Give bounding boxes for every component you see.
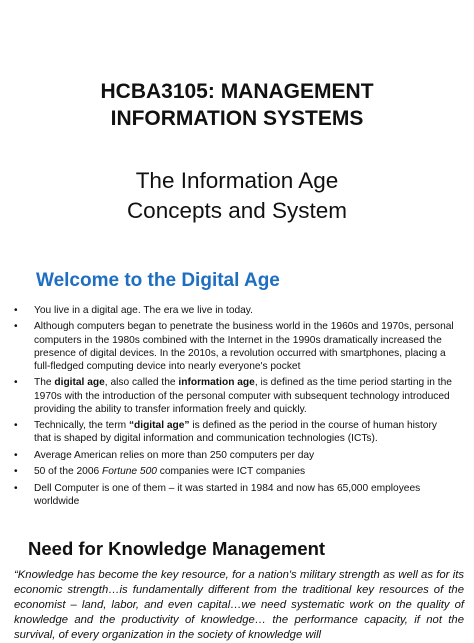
bullet-item	[14, 320, 454, 373]
bullet-dot-icon: •	[14, 377, 18, 389]
bullet-text: Dell Computer is one of them – it was started in 1984 and now has 65,000 employees worldwide	[34, 482, 421, 507]
bullet-item	[14, 482, 454, 508]
bullet-list	[14, 304, 454, 511]
title-slide	[0, 0, 474, 258]
bullet-item	[14, 304, 454, 317]
bullet-text: , also called the	[104, 377, 179, 389]
bold-text: information age	[178, 377, 255, 389]
knowledge-management-title: Need for Knowledge Management	[28, 538, 326, 559]
bullet-text: The	[34, 377, 55, 389]
italic-text: Fortune 500	[101, 466, 157, 478]
bullet-dot-icon: •	[14, 305, 18, 316]
digital-age-slide	[0, 258, 474, 528]
bullet-dot-icon: •	[14, 420, 18, 432]
bullet-text: You live in a digital age. The era we live in today.	[34, 305, 253, 316]
course-subtitle	[0, 166, 474, 226]
bullet-text: Average American relies on more than 250 computers per day	[34, 449, 315, 461]
knowledge-quote: “Knowledge has become the key resource, for a nation's military strength as well as for its economic strength…is fundamentally different from the traditional key resources of the economist – land, labor, and even capital…we need systematic work on the quality of knowledge and the productivity of knowledge… the performance capacity, if not the survival, of every organization in the society of knowledge will	[14, 569, 464, 641]
bullet-text: Technically, the term	[34, 420, 129, 432]
bold-text: digital age	[54, 377, 105, 389]
bullet-item	[14, 449, 454, 462]
course-title-line2: INFORMATION SYSTEMS	[110, 107, 364, 130]
bullet-text: 50 of the 2006	[34, 466, 102, 478]
digital-age-title: Welcome to the Digital Age	[36, 270, 280, 291]
bullet-dot-icon: •	[14, 466, 18, 478]
bullet-dot-icon: •	[14, 449, 18, 461]
bold-text: “digital age”	[128, 420, 190, 432]
bullet-dot-icon: •	[14, 321, 18, 333]
bullet-text: is defined as the period in the course of human history that is shaped by digital information and communication technologies (ICTs).	[34, 420, 437, 445]
course-title-line1: HCBA3105: MANAGEMENT	[100, 80, 374, 103]
course-subtitle-line2: Concepts and System	[126, 198, 348, 223]
bullet-item	[14, 376, 454, 416]
bullet-text: companies were ICT companies	[156, 466, 306, 478]
bullet-item	[14, 465, 454, 478]
course-title	[0, 78, 474, 132]
bullet-item	[14, 419, 454, 445]
bullet-dot-icon: •	[14, 482, 18, 494]
bullet-text: , is defined as the time period starting in the 1970s with the introduction of the personal computer with subsequent technology introduced providing the ability to transfer information freely and quickly.	[34, 377, 452, 415]
knowledge-management-slide	[0, 528, 474, 641]
course-subtitle-line1: The Information Age	[135, 168, 339, 193]
bullet-text: Although computers began to penetrate the business world in the 1960s and 1970s, personal computers in the 1980s combined with the Internet in the 1990s dramatically increased the presence of digital devices. In the 2010s, a revolution occurred with smartphones, placing a full-fledged computing device into nearly everyone's pocket	[34, 321, 454, 372]
